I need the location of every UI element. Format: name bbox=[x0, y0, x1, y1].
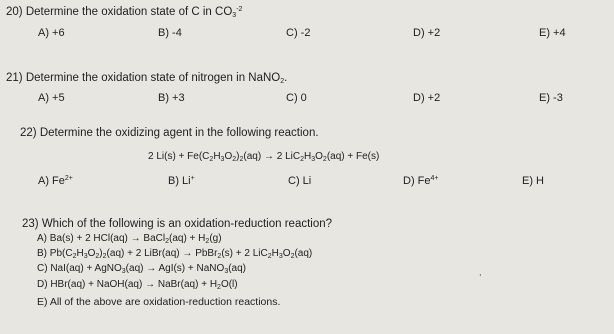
q22-option-a[interactable]: A) $Fe^{2+}$ bbox=[38, 175, 73, 187]
question-20-superscript: -2 bbox=[236, 6, 243, 13]
question-21-subscript: 2 bbox=[280, 78, 285, 85]
q23-option-b[interactable]: B) $Pb(C_2H_3O_2)_2(aq) + 2$ LiBr(aq) → PbBr$_2$(s) + 2 $LiC_2H_3O_2(aq)$ bbox=[37, 248, 313, 260]
q22-option-c[interactable]: C) Li bbox=[288, 175, 312, 187]
question-20 bbox=[6, 6, 242, 19]
q23-option-d[interactable]: D) HBr(aq) + NaOH(aq) → NaBr(aq) + $H_2O(l)$ bbox=[37, 279, 238, 291]
q21-option-e[interactable]: E) -3 bbox=[539, 92, 563, 104]
q20-option-e[interactable]: E) +4 bbox=[539, 27, 566, 39]
q22-equation: 2 $Li(s) + Fe(C_2H_3O_2)_2(aq) \to 2$ $LiC_2H_3O_2(aq) + Fe(s)$ bbox=[148, 151, 380, 163]
question-22: 22) Determine the oxidizing agent in the following reaction. bbox=[20, 127, 319, 139]
question-21-text: 21) Determine the oxidation state of nitrogen in NaNO bbox=[6, 72, 281, 84]
stray-mark: , bbox=[479, 267, 482, 277]
q23-option-c[interactable]: C) NaI(aq) + AgNO$_3$(aq) → AgI(s) + NaNO$_3$(aq) bbox=[37, 263, 247, 275]
q23-option-e[interactable]: E) All of the above are oxidation-reduction reactions. bbox=[37, 296, 281, 308]
q22-option-d[interactable]: D) $Fe^{4+}$ bbox=[403, 175, 439, 187]
q20-option-a[interactable]: A) +6 bbox=[38, 27, 65, 39]
q20-option-b[interactable]: B) -4 bbox=[158, 27, 182, 39]
q21-option-a[interactable]: A) +5 bbox=[38, 92, 65, 104]
question-21: 21) Determine the oxidation state of nitrogen in NaNO$_2$. bbox=[6, 72, 288, 85]
q20-option-c[interactable]: C) -2 bbox=[286, 27, 311, 39]
question-20-subscript: 3 bbox=[232, 12, 237, 19]
q21-option-b[interactable]: B) +3 bbox=[158, 92, 185, 104]
question-23: 23) Which of the following is an oxidation-reduction reaction? bbox=[22, 218, 333, 230]
q23-option-a[interactable]: A) Ba(s) + 2 HCl(aq) → BaCl$_2$(aq) + $H_2(g)$ bbox=[37, 233, 222, 245]
q22-option-b[interactable]: B) Li+ bbox=[168, 175, 195, 187]
q21-option-c[interactable]: C) 0 bbox=[286, 92, 307, 104]
q21-option-d[interactable]: D) +2 bbox=[413, 92, 441, 104]
q20-option-d[interactable]: D) +2 bbox=[413, 27, 441, 39]
q22-option-e[interactable]: E) H bbox=[522, 175, 544, 187]
question-20-text: 20) Determine the oxidation state of C in CO bbox=[6, 6, 233, 18]
